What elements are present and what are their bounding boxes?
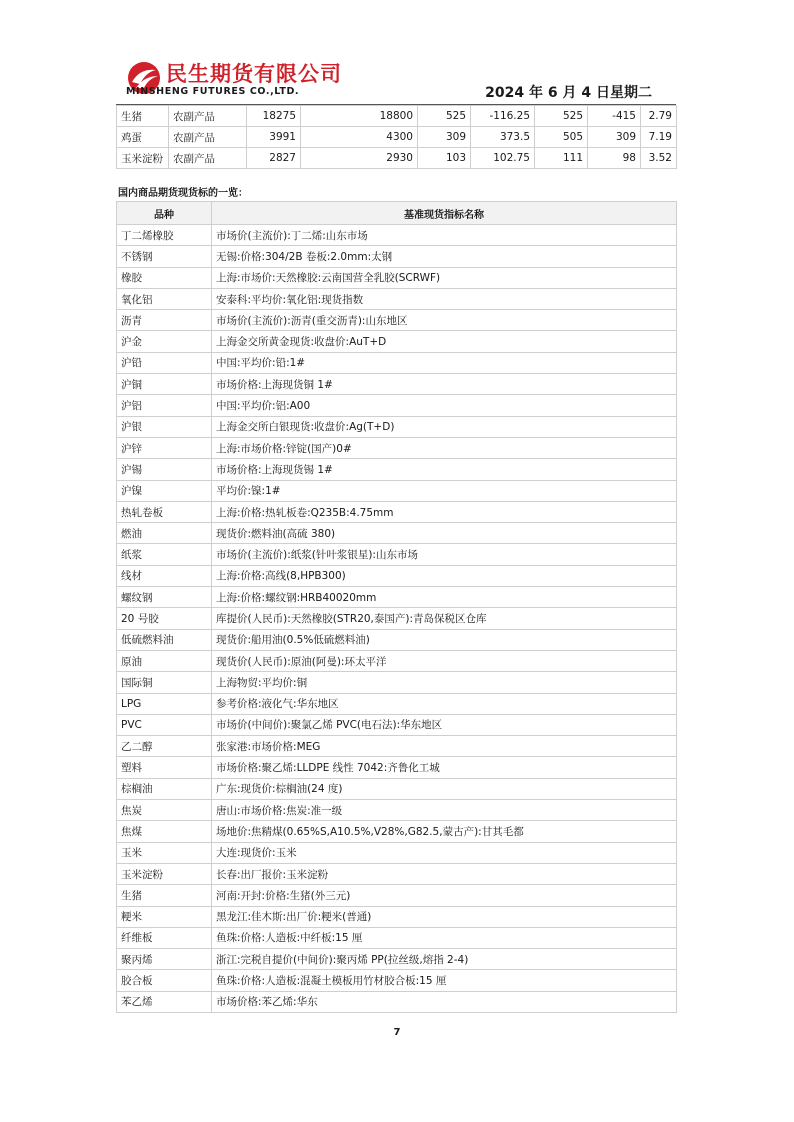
table-row bbox=[117, 608, 677, 629]
variety-cell: 玉米 bbox=[117, 842, 212, 863]
table-cell: 525 bbox=[418, 106, 471, 127]
variety-cell: 橡胶 bbox=[117, 267, 212, 288]
benchmark-cell: 长春:出厂报价:玉米淀粉 bbox=[212, 863, 677, 884]
variety-cell: 燃油 bbox=[117, 523, 212, 544]
benchmark-cell: 市场价(主流价):丁二烯:山东市场 bbox=[212, 225, 677, 246]
variety-cell: 玉米淀粉 bbox=[117, 863, 212, 884]
table-cell: 309 bbox=[588, 127, 641, 148]
benchmark-cell: 唐山:市场价格:焦炭:准一级 bbox=[212, 800, 677, 821]
header-benchmark: 基准现货指标名称 bbox=[212, 202, 677, 225]
table-row bbox=[117, 374, 677, 395]
table-row bbox=[117, 927, 677, 948]
variety-cell: PVC bbox=[117, 714, 212, 735]
table-row bbox=[117, 416, 677, 437]
table-row bbox=[117, 501, 677, 522]
company-name-en: MINSHENG FUTURES CO.,LTD. bbox=[126, 86, 300, 97]
variety-cell: 热轧卷板 bbox=[117, 501, 212, 522]
benchmark-cell: 中国:平均价:铅:1# bbox=[212, 352, 677, 373]
variety-cell: 沪锌 bbox=[117, 437, 212, 458]
table-row bbox=[117, 127, 677, 148]
variety-cell: 沪金 bbox=[117, 331, 212, 352]
variety-cell: 焦炭 bbox=[117, 800, 212, 821]
page-header bbox=[124, 56, 664, 106]
table-cell: 2.79 bbox=[641, 106, 677, 127]
table-row bbox=[117, 757, 677, 778]
variety-cell: 沪铅 bbox=[117, 352, 212, 373]
variety-cell: 纤维板 bbox=[117, 927, 212, 948]
table-row bbox=[117, 778, 677, 799]
variety-cell: 螺纹钢 bbox=[117, 587, 212, 608]
table-cell: 生猪 bbox=[117, 106, 169, 127]
table-row bbox=[117, 650, 677, 671]
benchmark-cell: 市场价(主流价):纸浆(针叶浆银星):山东市场 bbox=[212, 544, 677, 565]
table-row bbox=[117, 225, 677, 246]
table-cell: 玉米淀粉 bbox=[117, 148, 169, 169]
variety-cell: 粳米 bbox=[117, 906, 212, 927]
section-title: 国内商品期货现货标的一览： bbox=[118, 188, 248, 199]
benchmark-cell: 上海:价格:螺纹钢:HRB40020mm bbox=[212, 587, 677, 608]
table-cell: 鸡蛋 bbox=[117, 127, 169, 148]
variety-cell: 沪铜 bbox=[117, 374, 212, 395]
variety-cell: 不锈钢 bbox=[117, 246, 212, 267]
table-row bbox=[117, 267, 677, 288]
table-cell: 2930 bbox=[301, 148, 418, 169]
benchmark-cell: 场地价:焦精煤(0.65%S,A10.5%,V28%,G82.5,蒙古产):甘其毛都 bbox=[212, 821, 677, 842]
benchmark-cell: 市场价(主流价):沥青(重交沥青):山东地区 bbox=[212, 310, 677, 331]
table-row bbox=[117, 672, 677, 693]
table-row bbox=[117, 863, 677, 884]
table-cell: 农副产品 bbox=[169, 127, 247, 148]
variety-cell: 沥青 bbox=[117, 310, 212, 331]
variety-cell: 沪锡 bbox=[117, 459, 212, 480]
variety-cell: 生猪 bbox=[117, 885, 212, 906]
variety-cell: 国际铜 bbox=[117, 672, 212, 693]
company-name-cn: 民生期货有限公司 bbox=[166, 62, 342, 86]
benchmark-cell: 市场价格:苯乙烯:华东 bbox=[212, 991, 677, 1012]
benchmark-cell: 上海:市场价格:锌锭(国产)0# bbox=[212, 437, 677, 458]
table-cell: 18800 bbox=[301, 106, 418, 127]
benchmark-cell: 广东:现货价:棕榈油(24 度) bbox=[212, 778, 677, 799]
table-row bbox=[117, 693, 677, 714]
variety-cell: 棕榈油 bbox=[117, 778, 212, 799]
variety-cell: 氧化铝 bbox=[117, 288, 212, 309]
benchmark-cell: 上海金交所白银现货:收盘价:Ag(T+D) bbox=[212, 416, 677, 437]
table-cell: 农副产品 bbox=[169, 148, 247, 169]
benchmark-cell: 黑龙江:佳木斯:出厂价:粳米(普通) bbox=[212, 906, 677, 927]
benchmark-cell: 市场价格:上海现货铜 1# bbox=[212, 374, 677, 395]
table-cell: 3991 bbox=[247, 127, 301, 148]
benchmark-cell: 中国:平均价:铝:A00 bbox=[212, 395, 677, 416]
table-row bbox=[117, 246, 677, 267]
spread-table-continued bbox=[116, 105, 677, 169]
company-logo bbox=[124, 56, 364, 98]
variety-cell: 20 号胶 bbox=[117, 608, 212, 629]
table-row bbox=[117, 288, 677, 309]
table-row bbox=[117, 714, 677, 735]
table-row bbox=[117, 587, 677, 608]
variety-cell: 纸浆 bbox=[117, 544, 212, 565]
table-cell: 505 bbox=[535, 127, 588, 148]
table-row bbox=[117, 565, 677, 586]
table-cell: 309 bbox=[418, 127, 471, 148]
table-cell: 111 bbox=[535, 148, 588, 169]
benchmark-cell: 无锡:价格:304/2B 卷板:2.0mm:太钢 bbox=[212, 246, 677, 267]
spot-benchmark-table bbox=[116, 201, 677, 1013]
benchmark-cell: 上海:价格:热轧板卷:Q235B:4.75mm bbox=[212, 501, 677, 522]
variety-cell: 胶合板 bbox=[117, 970, 212, 991]
table-cell: 525 bbox=[535, 106, 588, 127]
benchmark-cell: 鱼珠:价格:人造板:混凝土模板用竹材胶合板:15 厘 bbox=[212, 970, 677, 991]
benchmark-cell: 市场价(中间价):聚氯乙烯 PVC(电石法):华东地区 bbox=[212, 714, 677, 735]
benchmark-cell: 大连:现货价:玉米 bbox=[212, 842, 677, 863]
table-row bbox=[117, 352, 677, 373]
benchmark-cell: 上海:价格:高线(8,HPB300) bbox=[212, 565, 677, 586]
table-row bbox=[117, 906, 677, 927]
page-number: 7 bbox=[393, 1027, 401, 1038]
variety-cell: 苯乙烯 bbox=[117, 991, 212, 1012]
variety-cell: 线材 bbox=[117, 565, 212, 586]
table-row bbox=[117, 885, 677, 906]
table-row bbox=[117, 148, 677, 169]
table-row bbox=[117, 629, 677, 650]
variety-cell: 低硫燃料油 bbox=[117, 629, 212, 650]
table-header-row bbox=[117, 202, 677, 225]
report-date: 2024 年 6 月 4 日星期二 bbox=[485, 85, 652, 101]
table-row bbox=[117, 821, 677, 842]
table-row bbox=[117, 480, 677, 501]
table-cell: -116.25 bbox=[471, 106, 535, 127]
table-row bbox=[117, 544, 677, 565]
benchmark-cell: 安泰科:平均价:氧化铝:现货指数 bbox=[212, 288, 677, 309]
table-row bbox=[117, 331, 677, 352]
table-row bbox=[117, 991, 677, 1012]
benchmark-cell: 现货价:船用油(0.5%低硫燃料油) bbox=[212, 629, 677, 650]
variety-cell: 乙二醇 bbox=[117, 736, 212, 757]
table-row bbox=[117, 437, 677, 458]
table-cell: 2827 bbox=[247, 148, 301, 169]
table-row bbox=[117, 395, 677, 416]
table-cell: 103 bbox=[418, 148, 471, 169]
header-variety: 品种 bbox=[117, 202, 212, 225]
table-row bbox=[117, 106, 677, 127]
benchmark-cell: 库提价(人民币):天然橡胶(STR20,泰国产):青岛保税区仓库 bbox=[212, 608, 677, 629]
variety-cell: 沪铝 bbox=[117, 395, 212, 416]
benchmark-cell: 浙江:完税自提价(中间价):聚丙烯 PP(拉丝级,熔指 2-4) bbox=[212, 949, 677, 970]
table-cell: 农副产品 bbox=[169, 106, 247, 127]
benchmark-cell: 张家港:市场价格:MEG bbox=[212, 736, 677, 757]
table-cell: 102.75 bbox=[471, 148, 535, 169]
table-row bbox=[117, 970, 677, 991]
variety-cell: 沪银 bbox=[117, 416, 212, 437]
benchmark-cell: 市场价格:上海现货锡 1# bbox=[212, 459, 677, 480]
table-cell: 3.52 bbox=[641, 148, 677, 169]
variety-cell: 丁二烯橡胶 bbox=[117, 225, 212, 246]
table-row bbox=[117, 736, 677, 757]
variety-cell: 塑料 bbox=[117, 757, 212, 778]
table-cell: 18275 bbox=[247, 106, 301, 127]
benchmark-cell: 平均价:镍:1# bbox=[212, 480, 677, 501]
table-cell: -415 bbox=[588, 106, 641, 127]
table-row bbox=[117, 842, 677, 863]
table-row bbox=[117, 459, 677, 480]
variety-cell: LPG bbox=[117, 693, 212, 714]
table-cell: 7.19 bbox=[641, 127, 677, 148]
benchmark-cell: 现货价:燃料油(高硫 380) bbox=[212, 523, 677, 544]
benchmark-cell: 上海:市场价:天然橡胶:云南国营全乳胶(SCRWF) bbox=[212, 267, 677, 288]
variety-cell: 聚丙烯 bbox=[117, 949, 212, 970]
benchmark-cell: 参考价格:液化气:华东地区 bbox=[212, 693, 677, 714]
benchmark-cell: 市场价格:聚乙烯:LLDPE 线性 7042:齐鲁化工城 bbox=[212, 757, 677, 778]
table-cell: 4300 bbox=[301, 127, 418, 148]
variety-cell: 原油 bbox=[117, 650, 212, 671]
table-row bbox=[117, 800, 677, 821]
table-row bbox=[117, 310, 677, 331]
variety-cell: 沪镍 bbox=[117, 480, 212, 501]
table-row bbox=[117, 949, 677, 970]
benchmark-cell: 河南:开封:价格:生猪(外三元) bbox=[212, 885, 677, 906]
benchmark-cell: 上海物贸:平均价:铜 bbox=[212, 672, 677, 693]
variety-cell: 焦煤 bbox=[117, 821, 212, 842]
benchmark-cell: 现货价(人民币):原油(阿曼):环太平洋 bbox=[212, 650, 677, 671]
benchmark-cell: 鱼珠:价格:人造板:中纤板:15 厘 bbox=[212, 927, 677, 948]
table-row bbox=[117, 523, 677, 544]
table-cell: 373.5 bbox=[471, 127, 535, 148]
benchmark-cell: 上海金交所黄金现货:收盘价:AuT+D bbox=[212, 331, 677, 352]
table-cell: 98 bbox=[588, 148, 641, 169]
